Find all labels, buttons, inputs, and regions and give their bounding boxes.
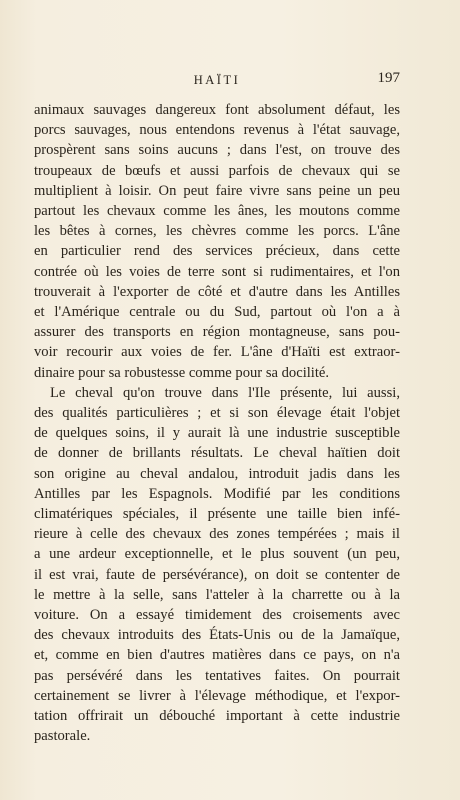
text-line: troupeaux de bœufs et aussi parfois de chevaux qui se bbox=[34, 162, 400, 179]
text-line: et l'Amérique centrale ou du Sud, partout où l'on a à bbox=[34, 304, 400, 321]
text-line: porcs sauvages, nous entendons revenus à l'état sauvage, bbox=[34, 122, 400, 139]
text-line: climatériques spéciales, il présente une taille bien infé- bbox=[34, 506, 400, 523]
text-line: Le cheval qu'on trouve dans l'Ile présente, lui aussi, bbox=[50, 384, 400, 401]
text-line: dinaire pour sa robustesse comme pour sa docilité. bbox=[34, 364, 330, 381]
text-line: voir recourir aux voies de fer. L'âne d'Haïti est extraor- bbox=[34, 344, 400, 361]
text-line: a une ardeur exceptionnelle, et le plus souvent (un peu, bbox=[34, 546, 400, 563]
text-line: assurer des transports en région montagneuse, sans pou- bbox=[34, 324, 400, 341]
text-line: en particulier rend des services précieux, dans cette bbox=[34, 243, 400, 260]
text-line: et, comme en bien d'autres matières dans ce pays, on n'a bbox=[34, 647, 400, 664]
running-title: HAÏTI bbox=[193, 73, 241, 87]
text-line: trouverait à l'exporter de côté et d'autre dans les Antilles bbox=[34, 283, 400, 300]
text-line: des chevaux introduits des États-Unis ou de la Jamaïque, bbox=[34, 627, 400, 644]
text-line: des qualités particulières ; et si son élevage était l'objet bbox=[34, 405, 400, 422]
paragraph-1 bbox=[34, 100, 400, 383]
text-line: il est vrai, faute de persévérance), on doit se contenter de bbox=[34, 566, 400, 583]
text-line: certainement se livrer à l'élevage méthodique, et l'expor- bbox=[34, 687, 400, 704]
text-line: les bêtes à cornes, les chèvres comme les porcs. L'âne bbox=[34, 223, 400, 240]
running-head bbox=[34, 70, 400, 90]
text-line: le mettre à la selle, sans l'atteler à la charrette ou à la bbox=[34, 586, 400, 603]
text-line: de quelques soins, il y aurait là une industrie susceptible bbox=[34, 425, 400, 442]
text-line: tation offrirait un débouché important à cette industrie bbox=[34, 708, 400, 725]
text-line: voiture. On a essayé timidement des croisements avec bbox=[34, 607, 400, 624]
text-line: pastorale. bbox=[34, 728, 91, 745]
text-line: partout les chevaux comme les ânes, les moutons comme bbox=[34, 203, 400, 220]
text-line: pas persévéré dans les tentatives faites. On pourrait bbox=[34, 667, 400, 684]
text-line: contrée où les voies de terre sont si rudimentaires, et l'on bbox=[34, 263, 400, 280]
paragraph-2 bbox=[34, 383, 400, 747]
text-line: multiplient à loisir. On peut faire vivre sans peine un peu bbox=[34, 182, 400, 199]
text-line: Antilles par les Espagnols. Modifié par les conditions bbox=[34, 485, 400, 502]
text-line: rieure à celle des chevaux des zones tempérées ; mais il bbox=[34, 526, 400, 543]
text-line: son origine au cheval andalou, introduit jadis dans les bbox=[34, 465, 400, 482]
text-line: prospèrent sans soins aucuns ; dans l'est, on trouve des bbox=[34, 142, 400, 159]
text-line: animaux sauvages dangereux font absolument défaut, les bbox=[34, 102, 400, 118]
text-line: de donner de brillants résultats. Le cheval haïtien doit bbox=[34, 445, 400, 462]
body-text bbox=[34, 100, 400, 747]
page-number: 197 bbox=[377, 70, 400, 86]
